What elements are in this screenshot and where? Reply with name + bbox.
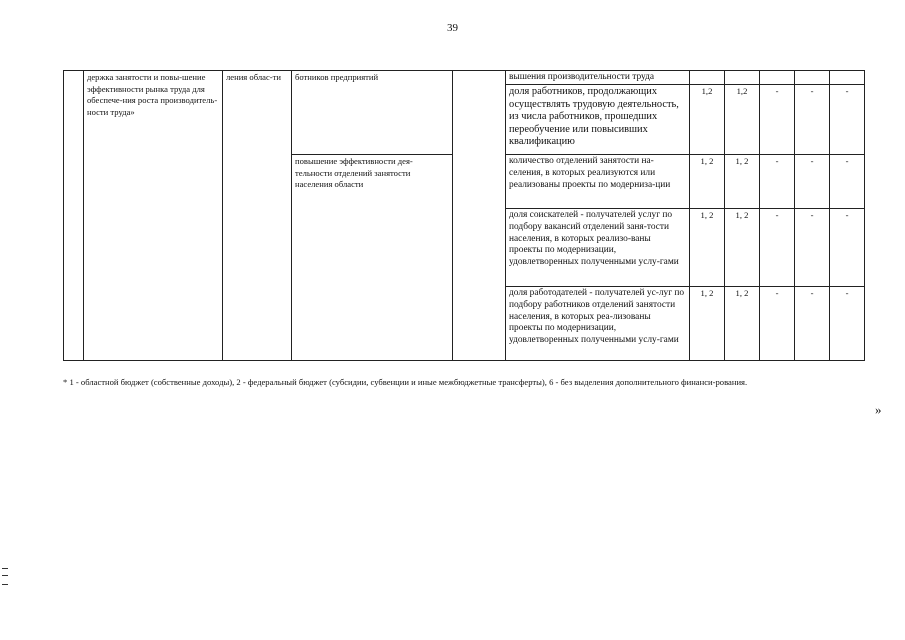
table-cell-value: - xyxy=(760,85,795,155)
footnote: * 1 - областной бюджет (собственные доходы), 2 - федеральный бюджет (субсидии, субвенции и иные межбюджетные трансферты), 6 - без выделения дополнительного финанси-рования. xyxy=(63,377,748,387)
table-cell-value: 1, 2 xyxy=(725,155,760,209)
table-cell-value: - xyxy=(795,287,830,361)
table-cell-value: 1, 2 xyxy=(725,287,760,361)
table-cell-indicator: доля соискателей - получателей услуг по подбору вакансий отделений заня-тости населения, в которых реализо-ваны проекты по модернизации, удовлетворенных полученными услу-гами xyxy=(506,209,690,287)
table-cell-value: - xyxy=(795,85,830,155)
table-cell-measure: повышение эффективности дея-тельности отделений занятости населения области xyxy=(292,155,453,361)
table-cell-measure: ботников предприятий xyxy=(292,71,453,155)
table-cell-value: - xyxy=(795,155,830,209)
table-cell-value: - xyxy=(760,287,795,361)
table-cell-value xyxy=(690,71,725,85)
table-cell-value: 1, 2 xyxy=(690,287,725,361)
table-cell-value: 1,2 xyxy=(690,85,725,155)
table-cell-value: 1,2 xyxy=(725,85,760,155)
table-cell-value xyxy=(725,71,760,85)
table-cell-value: 1, 2 xyxy=(690,209,725,287)
table-cell-value: 1, 2 xyxy=(725,209,760,287)
table-cell-value: - xyxy=(830,155,865,209)
table-cell-value: - xyxy=(760,155,795,209)
margin-mark xyxy=(2,568,8,569)
table-cell-indicator: количество отделений занятости на-селения, в которых реализуются или реализованы проекты по модерниза-ции xyxy=(506,155,690,209)
margin-mark xyxy=(2,575,8,576)
margin-mark xyxy=(2,584,8,585)
table-cell-value: - xyxy=(830,85,865,155)
table-cell-value: - xyxy=(795,209,830,287)
table-row xyxy=(64,71,865,85)
table-cell-indicator: доля работодателей - получателей ус-луг по подбору работников отделений занятости населения, в которых реа-лизованы проекты по модернизации, удовлетворенных полученными услу-гами xyxy=(506,287,690,361)
table-cell-value xyxy=(830,71,865,85)
table-cell-value: 1, 2 xyxy=(690,155,725,209)
program-table xyxy=(63,70,865,361)
table-cell-value: - xyxy=(760,209,795,287)
table-cell-indicator: вышения производительности труда xyxy=(506,71,690,85)
table-cell-value xyxy=(795,71,830,85)
table-cell-value: - xyxy=(830,209,865,287)
table-cell-program-name: держка занятости и повы-шение эффективности рынка труда для обеспече-ния роста производитель-ности труда» xyxy=(84,71,223,361)
table-cell-index xyxy=(64,71,84,361)
page-number: 39 xyxy=(447,22,458,34)
table-cell-executor: ления облас-ти xyxy=(223,71,292,361)
table-cell-indicator: доля работников, продолжающих осуществлять трудовую деятельность, из числа работников, прошедших переобучение или повысивших квалификацию xyxy=(506,85,690,155)
table-cell-value xyxy=(760,71,795,85)
table-cell-value: - xyxy=(830,287,865,361)
closing-quote: » xyxy=(875,402,882,417)
table-cell-empty xyxy=(453,71,506,361)
